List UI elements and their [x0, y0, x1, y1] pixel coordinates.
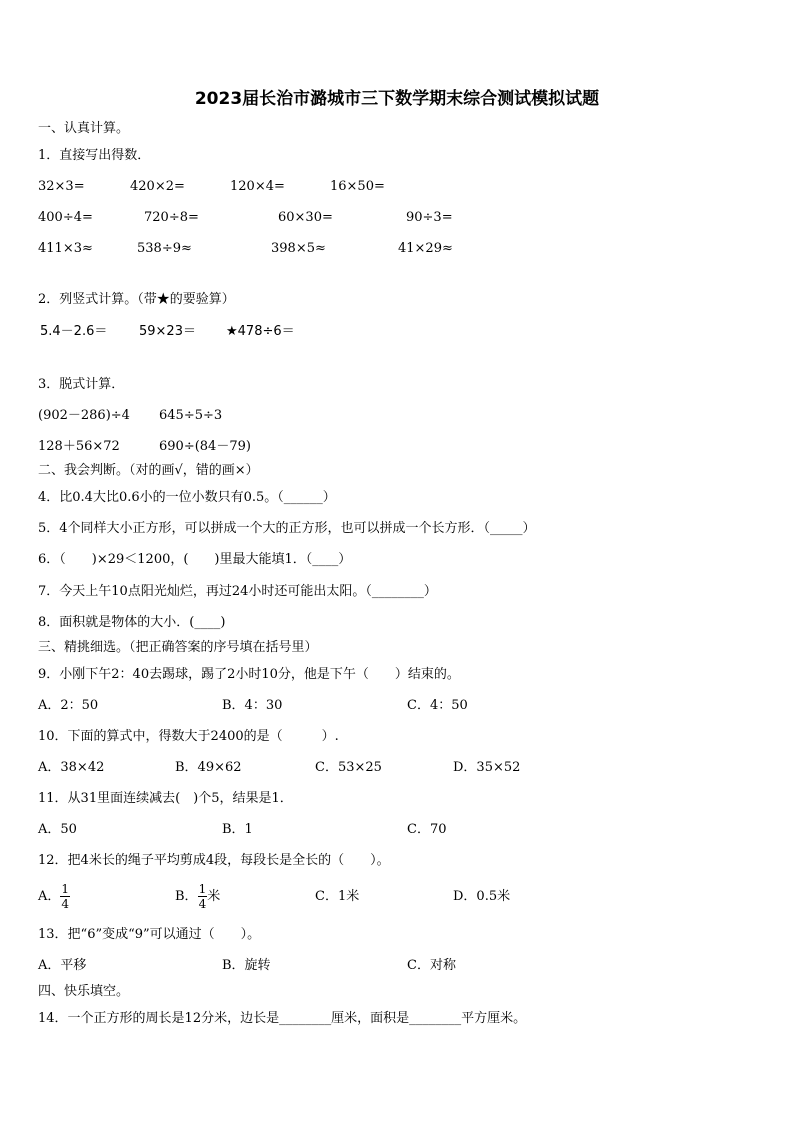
option-a: [38, 879, 70, 915]
question-7: 7．今天上午10点阳光灿烂，再过24小时还可能出太阳。（________）: [38, 584, 437, 599]
section-heading-4: 四、快乐填空。: [38, 984, 130, 999]
section-heading-1: 一、认真计算。: [38, 121, 130, 136]
fraction-numerator: 1: [198, 882, 207, 896]
option-c: C．70: [407, 822, 447, 837]
option-b: B．旋转: [222, 958, 271, 973]
calc-item: 538÷9≈: [137, 241, 192, 256]
page-title: 2023届长治市潞城市三下数学期末综合测试模拟试题: [194, 89, 600, 109]
question-4: 4．比0.4大比0.6小的一位小数只有0.5。（______）: [38, 490, 336, 505]
calc-item: 400÷4=: [38, 210, 93, 225]
option-b: B．1: [222, 822, 253, 837]
question-2-label: 2．列竖式计算。（带★的要验算）: [38, 292, 235, 307]
option-b: B．49×62: [175, 760, 242, 775]
expression-item: 645÷5÷3: [159, 408, 223, 423]
question-14: 14．一个正方形的周长是12分米，边长是________厘米，面积是________平方厘米。: [38, 1011, 527, 1026]
option-c: C．1米: [315, 889, 360, 904]
expression-item: 128＋56×72: [38, 439, 120, 454]
option-c: C．53×25: [315, 760, 382, 775]
unit-text: 米: [207, 889, 221, 904]
option-a: A．2：50: [38, 698, 99, 713]
option-d: D．35×52: [453, 760, 521, 775]
option-c: C．对称: [407, 958, 456, 973]
fraction: [60, 882, 70, 911]
question-1-label: 1．直接写出得数．: [38, 148, 151, 163]
question-12-stem: 12．把4米长的绳子平均剪成4段，每段长是全长的（ ）。: [38, 853, 390, 868]
expression-item: 690÷(84－79): [159, 439, 251, 454]
calc-item: 60×30=: [278, 210, 333, 225]
question-13-stem: 13．把“6”变成“9”可以通过（ ）。: [38, 927, 261, 942]
section-heading-3: 三、精挑细选。（把正确答案的序号填在括号里）: [38, 640, 318, 655]
calc-item: 32×3=: [38, 179, 85, 194]
option-c: C．4：50: [407, 698, 468, 713]
option-label: B．: [175, 889, 198, 904]
calc-item: 720÷8=: [144, 210, 199, 225]
option-b: [175, 879, 220, 915]
option-a: A．38×42: [38, 760, 105, 775]
calc-item: 90÷3=: [406, 210, 453, 225]
section-heading-2: 二、我会判断。（对的画√，错的画×）: [38, 463, 259, 478]
question-10-stem: 10．下面的算式中，得数大于2400的是（ ）.: [38, 729, 339, 744]
fraction-denominator: 4: [198, 897, 207, 911]
calc-item: 398×5≈: [271, 241, 326, 256]
calc-item: 16×50=: [330, 179, 385, 194]
option-a: A．50: [38, 822, 77, 837]
question-8: 8．面积就是物体的大小．(____): [38, 615, 226, 630]
calc-item: 420×2=: [130, 179, 185, 194]
fraction-numerator: 1: [61, 882, 70, 896]
expression-item: (902－286)÷4: [38, 408, 130, 423]
vertical-calc-item: 59×23＝: [139, 324, 196, 339]
calc-item: 120×4=: [230, 179, 285, 194]
question-6: 6．（ )×29＜1200，( )里最大能填1．（____）: [38, 552, 352, 567]
option-d: D．0.5米: [453, 889, 511, 904]
question-9-stem: 9．小刚下午2：40去踢球，踢了2小时10分，他是下午（ ）结束的。: [38, 667, 460, 682]
calc-item: 41×29≈: [398, 241, 453, 256]
question-3-label: 3．脱式计算．: [38, 377, 125, 392]
calc-item: 411×3≈: [38, 241, 93, 256]
option-a: A．平移: [38, 958, 87, 973]
fraction: [198, 882, 208, 911]
option-b: B．4：30: [222, 698, 283, 713]
vertical-calc-item: 5.4－2.6＝: [40, 324, 108, 339]
fraction-denominator: 4: [61, 897, 70, 911]
vertical-calc-item: ★478÷6＝: [226, 324, 295, 339]
question-5: 5．4个同样大小正方形，可以拼成一个大的正方形，也可以拼成一个长方形．（_____）: [38, 521, 536, 536]
option-label: A．: [38, 889, 61, 904]
question-11-stem: 11．从31里面连续减去( )个5，结果是1．: [38, 791, 293, 806]
